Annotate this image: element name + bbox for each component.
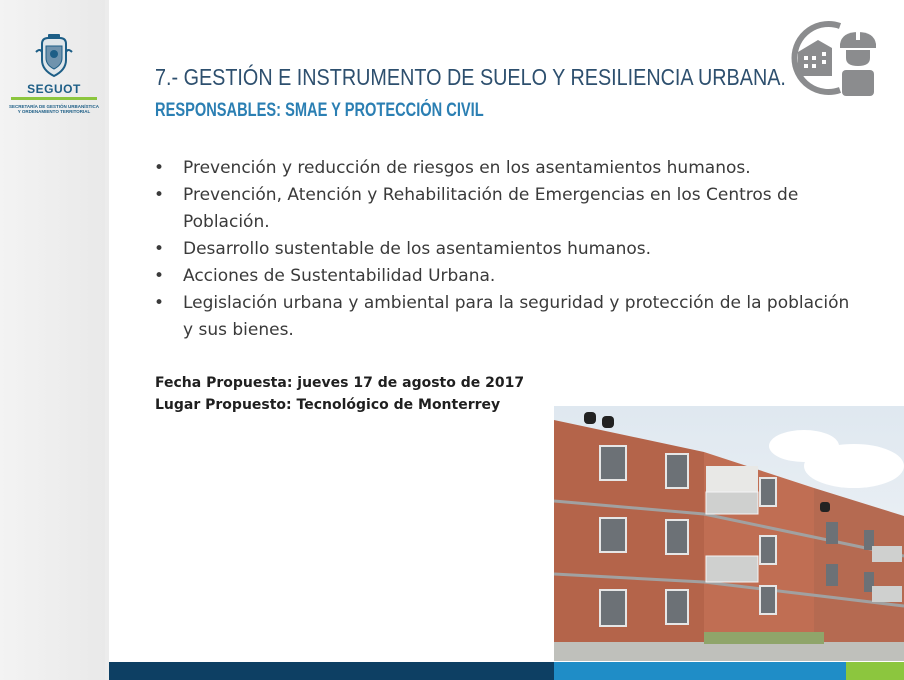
footer-bar-blue: [554, 662, 846, 680]
event-details: [155, 372, 524, 416]
sidebar: [0, 0, 109, 680]
list-item: • Acciones de Sustentabilidad Urbana.: [153, 263, 853, 290]
logo-subtitle-line-2: Y ORDENAMIENTO TERRITORIAL: [17, 109, 91, 114]
proposed-place: Lugar Propuesto: Tecnológico de Monterrey: [155, 397, 501, 413]
logo-subtitle-line-1: SECRETARÍA DE GESTIÓN URBANÍSTICA: [8, 104, 99, 109]
seguot-logo: [8, 34, 100, 114]
proposed-date: Fecha Propuesta: jueves 17 de agosto de 2017: [155, 375, 525, 391]
list-item: • Prevención y reducción de riesgos en los asentamientos humanos.: [153, 155, 853, 182]
housing-photo: [554, 406, 904, 661]
logo-subtitle: [8, 104, 100, 114]
footer-bar-green: [846, 662, 904, 680]
slide-title: 7.- GESTIÓN E INSTRUMENTO DE SUELO Y RESILIENCIA URBANA.: [155, 64, 786, 90]
logo-divider: [11, 97, 97, 100]
slide-subtitle: RESPONSABLES: SMAE Y PROTECCIÓN CIVIL: [155, 100, 484, 121]
coat-of-arms-icon: [34, 34, 74, 80]
topic-list: [153, 155, 853, 344]
footer-bar-navy: [109, 662, 554, 680]
list-item: • Desarrollo sustentable de los asentamientos humanos.: [153, 236, 853, 263]
list-item: • Prevención, Atención y Rehabilitación de Emergencias en los Centros de Población.: [153, 182, 853, 236]
list-item: • Legislación urbana y ambiental para la seguridad y protección de la población y sus bienes.: [153, 290, 853, 344]
logo-name: SEGUOT: [27, 82, 81, 96]
building-worker-icon: [784, 18, 882, 104]
